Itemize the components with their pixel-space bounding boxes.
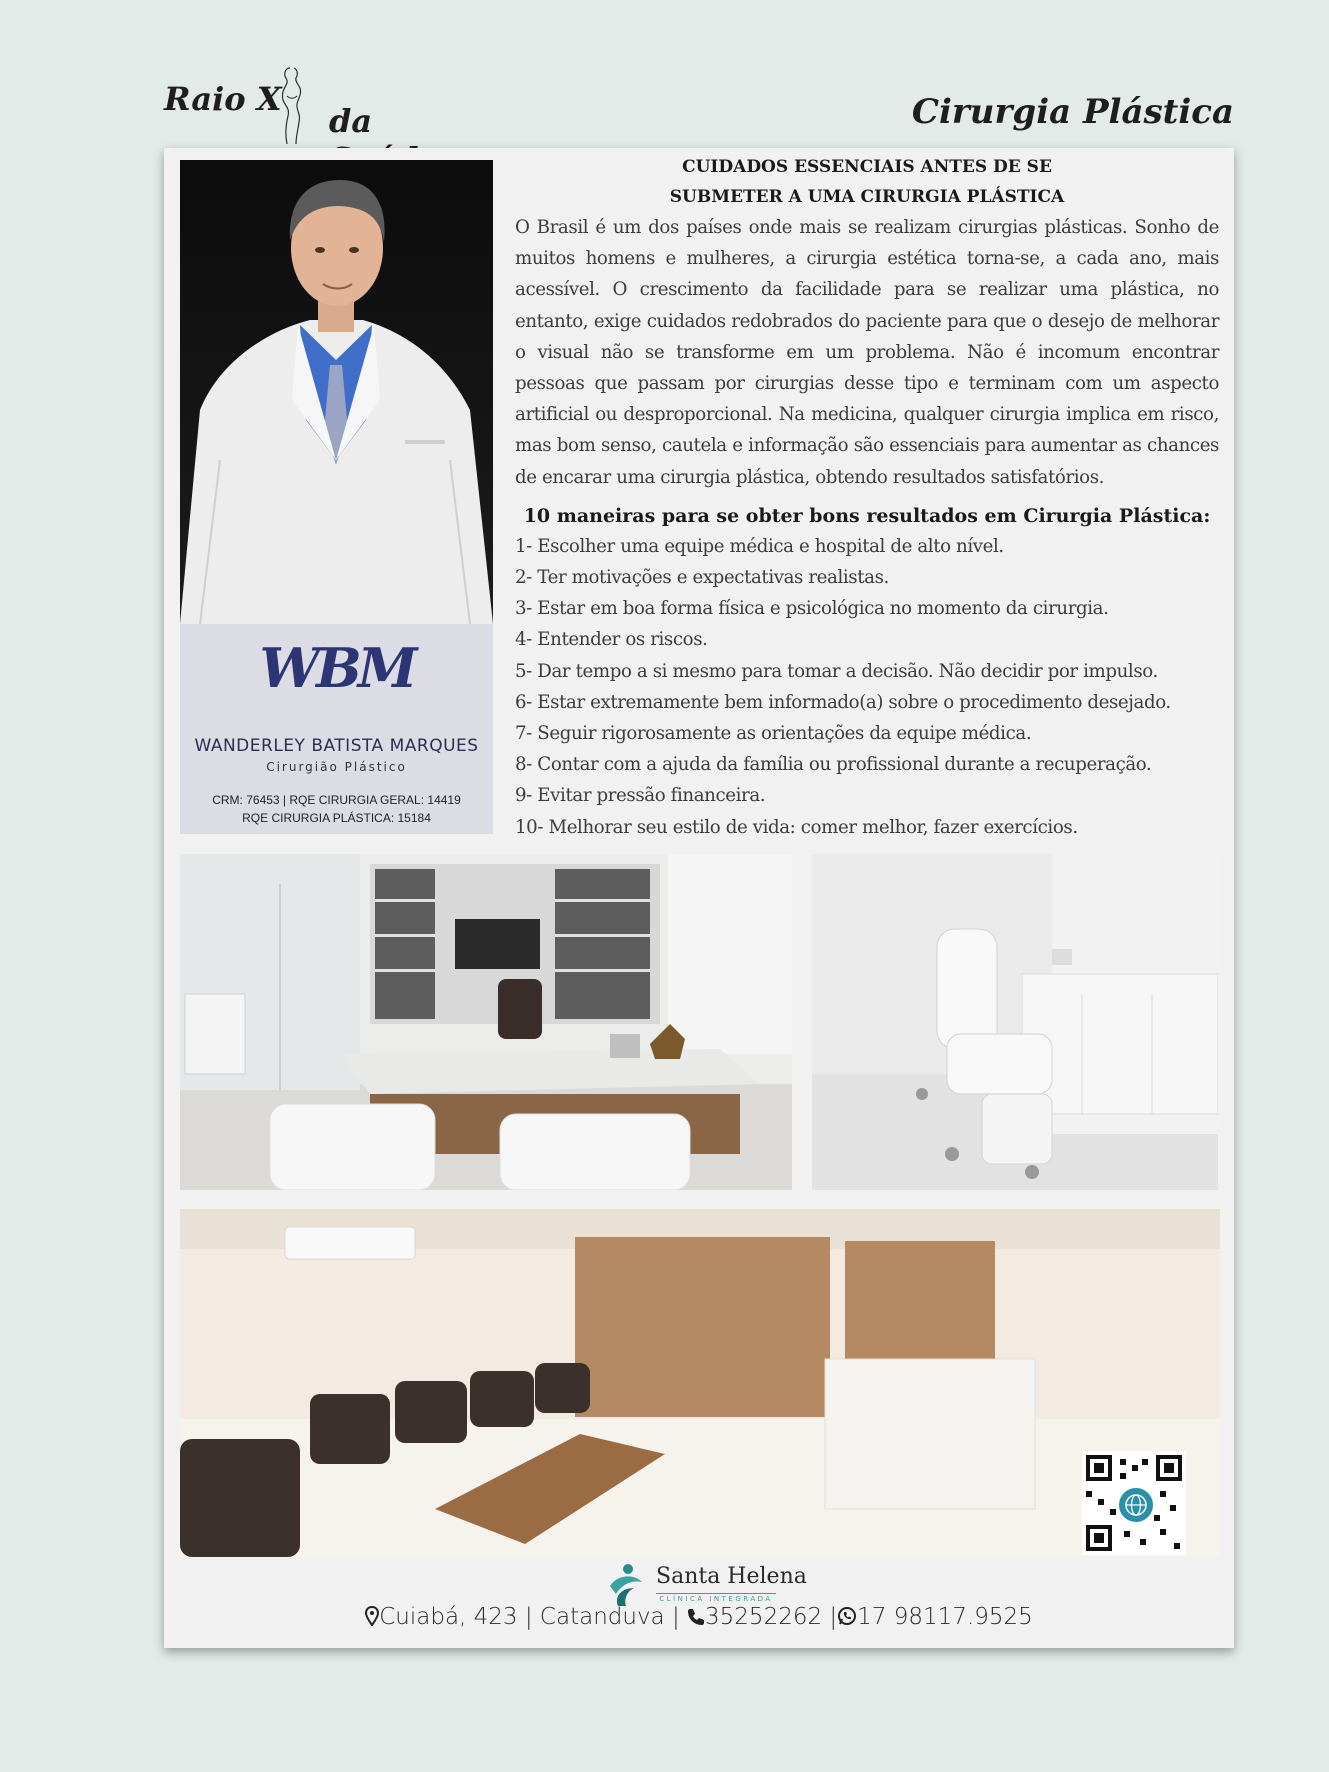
- article-card: [164, 148, 1234, 1648]
- doctor-monogram: WBM: [259, 636, 414, 700]
- whatsapp-number[interactable]: 17 98117.9525: [857, 1604, 1033, 1630]
- article-title-line-1: CUIDADOS ESSENCIAIS ANTES DE SE: [682, 157, 1052, 177]
- phone-number[interactable]: 35252262: [705, 1604, 823, 1630]
- section-title-part1: Raio X: [164, 80, 282, 118]
- list-item: 7- Seguir rigorosamente as orientações da equipe médica.: [515, 723, 1032, 745]
- tips-list: [515, 531, 1219, 843]
- doctor-registration: [180, 791, 493, 827]
- crm-line-1: CRM: 76453 | RQE CIRURGIA GERAL: 14419: [212, 793, 461, 807]
- list-item: 9- Evitar pressão financeira.: [515, 785, 766, 807]
- list-item: 1- Escolher uma equipe médica e hospital de alto nível.: [515, 535, 1004, 557]
- article-body: O Brasil é um dos países onde mais se realizam cirurgias plásticas. Sonho de muitos homens e mulheres, a cirurgia estética torna-se, a cada ano, mais acessível. O crescimento da facilidade para se realizar uma plástica, no entanto, exige cuidados redobrados do paciente para que o desejo de melhorar o visual não se transforme em um problema. Não é incomum encontrar pessoas que passam por cirurgias desse tipo e terminam com um aspecto artificial ou desproporcional. Na medicina, qualquer cirurgia implica em risco, mas bom senso, cautela e informação são essenciais para aumentar as chances de encarar uma cirurgia plástica, obtendo resultados satisfatórios.: [515, 217, 1219, 488]
- list-item: 6- Estar extremamente bem informado(a) sobre o procedimento desejado.: [515, 691, 1171, 713]
- article-text: [515, 152, 1219, 843]
- address-text: Cuiabá, 423 | Catanduva |: [379, 1604, 680, 1630]
- section-title-part2: da: [329, 102, 373, 140]
- doctor-logo-card: [180, 624, 493, 834]
- office-photo: [180, 854, 792, 1190]
- clinic-logo-icon: [604, 1562, 648, 1608]
- doctor-specialty: Cirurgião Plástico: [266, 760, 407, 774]
- list-item: 2- Ter motivações e expectativas realistas.: [515, 567, 889, 589]
- article-title: [515, 152, 1219, 212]
- doctor-photo: [180, 160, 493, 624]
- reception-photo: [180, 1209, 1220, 1557]
- doctor-name: WANDERLEY BATISTA MARQUES: [194, 736, 479, 756]
- list-item: 8- Contar com a ajuda da família ou profissional durante a recuperação.: [515, 754, 1152, 776]
- phone-icon: [687, 1606, 705, 1632]
- category-title: Cirurgia Plástica: [911, 92, 1234, 132]
- magazine-section-logo: [164, 62, 484, 152]
- article-title-line-2: SUBMETER A UMA CIRURGIA PLÁSTICA: [669, 187, 1065, 207]
- list-title: 10 maneiras para se obter bons resultados em Cirurgia Plástica:: [523, 504, 1211, 527]
- list-item: 4- Entender os riscos.: [515, 629, 708, 651]
- procedure-room-photo: [812, 854, 1218, 1190]
- clinic-subtitle: CLÍNICA INTEGRADA: [656, 1593, 776, 1603]
- list-item: 10- Melhorar seu estilo de vida: comer melhor, fazer exercícios.: [515, 816, 1078, 838]
- location-pin-icon: [365, 1606, 379, 1632]
- crm-line-2: RQE CIRURGIA PLÁSTICA: 15184: [242, 811, 431, 825]
- body-silhouette-icon: [272, 64, 312, 146]
- contact-line: Cuiabá, 423 | Catanduva | 35252262 | 17 98117.9525: [164, 1604, 1234, 1632]
- list-item: 5- Dar tempo a si mesmo para tomar a decisão. Não decidir por impulso.: [515, 660, 1158, 682]
- list-item: 3- Estar em boa forma física e psicológica no momento da cirurgia.: [515, 598, 1109, 620]
- globe-icon: [1117, 1486, 1155, 1524]
- whatsapp-icon: [837, 1606, 857, 1632]
- clinic-name: Santa Helena: [656, 1564, 807, 1589]
